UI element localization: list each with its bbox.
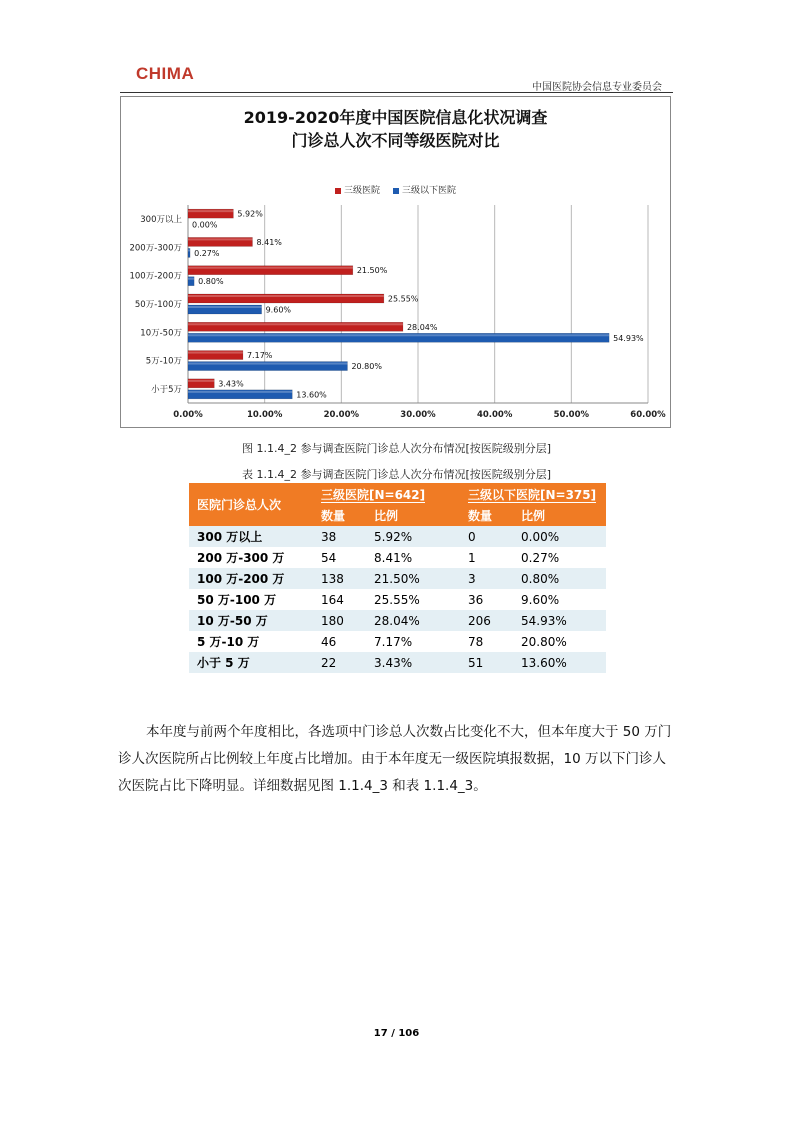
bar-highlight	[188, 323, 403, 325]
chima-logo: CHIMA	[136, 64, 195, 83]
bar-highlight	[188, 295, 384, 297]
table-cell-label: 5 万-10 万	[189, 631, 313, 652]
table-cell-label: 200 万-300 万	[189, 547, 313, 568]
table-cell-count-tier3: 38	[313, 526, 366, 547]
x-tick-label: 40.00%	[476, 410, 513, 420]
legend-label-tier3: 三级医院	[344, 186, 381, 196]
table-cell-count-tier3: 138	[313, 568, 366, 589]
table-cell-label: 50 万-100 万	[189, 589, 313, 610]
table-cell-ratio-tier3: 21.50%	[366, 568, 460, 589]
y-category-label: 300万以上	[140, 215, 182, 226]
bar-highlight	[188, 352, 243, 354]
table-group-below-tier3: 三级以下医院[N=375]	[460, 483, 606, 505]
table-cell-count-tier3: 54	[313, 547, 366, 568]
data-label: 0.00%	[192, 220, 218, 230]
table-row	[189, 631, 606, 652]
organization-name: 中国医院协会信息专业委员会	[532, 82, 662, 93]
bar-highlight	[188, 380, 214, 382]
table-cell-count-below: 1	[460, 547, 513, 568]
table-sub-count-1: 数量	[313, 505, 366, 526]
data-label: 0.80%	[198, 277, 224, 287]
table-row-header: 医院门诊总人次	[189, 483, 313, 526]
data-label: 3.43%	[218, 379, 244, 389]
chart-container	[120, 96, 671, 428]
table-cell-ratio-tier3: 28.04%	[366, 610, 460, 631]
table-cell-ratio-below: 0.80%	[513, 568, 606, 589]
table-cell-ratio-below: 0.27%	[513, 547, 606, 568]
bar-highlight	[188, 306, 262, 308]
table-cell-count-tier3: 22	[313, 652, 366, 673]
y-category-label: 100万-200万	[129, 271, 182, 282]
table-cell-ratio-tier3: 25.55%	[366, 589, 460, 610]
x-tick-label: 60.00%	[630, 410, 666, 420]
bar-highlight	[188, 267, 353, 269]
table-row	[189, 526, 606, 547]
bar-highlight	[188, 238, 252, 240]
table-cell-ratio-below: 13.60%	[513, 652, 606, 673]
data-label: 5.92%	[237, 209, 263, 219]
table-cell-label: 小于 5 万	[189, 652, 313, 673]
chart-title-line2: 门诊总人次不同等级医院对比	[291, 131, 500, 150]
table-cell-ratio-below: 0.00%	[513, 526, 606, 547]
x-tick-label: 30.00%	[400, 410, 436, 420]
data-label: 13.60%	[296, 390, 327, 400]
table-caption: 表 1.1.4_2 参与调查医院门诊总人次分布情况[按医院级别分层]	[241, 468, 552, 481]
bar-highlight	[188, 334, 609, 336]
table-cell-count-below: 206	[460, 610, 513, 631]
table-row	[189, 610, 606, 631]
table-cell-ratio-below: 54.93%	[513, 610, 606, 631]
y-category-label: 10万-50万	[140, 328, 182, 339]
chart-title-line1: 2019-2020年度中国医院信息化状况调查	[243, 108, 548, 127]
table-sub-ratio-1: 比例	[366, 505, 460, 526]
table-row	[189, 589, 606, 610]
paragraph-text: 本年度与前两个年度相比，各选项中门诊总人次数占比变化不大，但本年度大于 50 万门诊人次医院所占比例较上年度占比增加。由于本年度无一级医院填报数据，10 万以下门诊人次医院占比下降明显。详细数据见图 1.1.4_3 和表 1.1.4_3。	[118, 724, 672, 794]
data-label: 54.93%	[613, 333, 644, 343]
x-tick-label: 20.00%	[323, 410, 360, 420]
table-cell-ratio-below: 20.80%	[513, 631, 606, 652]
data-label: 20.80%	[351, 362, 382, 372]
data-label: 8.41%	[256, 237, 282, 247]
table-cell-count-below: 78	[460, 631, 513, 652]
table-sub-count-2: 数量	[460, 505, 513, 526]
bar-highlight	[188, 278, 194, 280]
bar-highlight	[188, 363, 347, 365]
table-cell-count-below: 0	[460, 526, 513, 547]
table-cell-count-tier3: 46	[313, 631, 366, 652]
x-tick-label: 0.00%	[173, 410, 203, 420]
table-cell-ratio-tier3: 3.43%	[366, 652, 460, 673]
body-paragraph	[118, 719, 678, 800]
table-cell-label: 300 万以上	[189, 526, 313, 547]
data-label: 25.55%	[387, 294, 419, 304]
table-cell-ratio-tier3: 5.92%	[366, 526, 460, 547]
bar-chart-svg	[121, 97, 672, 429]
data-label: 0.27%	[194, 248, 220, 258]
table-cell-count-tier3: 180	[313, 610, 366, 631]
y-category-label: 5万-10万	[145, 356, 182, 367]
table-cell-count-tier3: 164	[313, 589, 366, 610]
data-label: 7.17%	[246, 351, 273, 361]
page-number: 17 / 106	[373, 1028, 420, 1039]
figure-caption: 图 1.1.4_2 参与调查医院门诊总人次分布情况[按医院级别分层]	[241, 442, 552, 455]
table-row	[189, 652, 606, 673]
table-cell-label: 100 万-200 万	[189, 568, 313, 589]
table-cell-ratio-tier3: 7.17%	[366, 631, 460, 652]
x-tick-label: 50.00%	[553, 410, 590, 420]
header-divider	[120, 92, 673, 93]
bar-highlight	[188, 391, 292, 393]
data-label: 21.50%	[356, 266, 388, 276]
table-cell-ratio-tier3: 8.41%	[366, 547, 460, 568]
legend-label-below-tier3: 三级以下医院	[401, 186, 456, 196]
data-label: 9.60%	[265, 305, 292, 315]
table-cell-count-below: 51	[460, 652, 513, 673]
table-row	[189, 547, 606, 568]
table-row	[189, 568, 606, 589]
table-cell-count-below: 3	[460, 568, 513, 589]
distribution-table	[189, 483, 606, 673]
x-tick-label: 10.00%	[246, 410, 283, 420]
y-category-label: 50万-100万	[134, 300, 182, 310]
bar-highlight	[188, 249, 190, 251]
table-cell-ratio-below: 9.60%	[513, 589, 606, 610]
table-group-tier3: 三级医院[N=642]	[313, 483, 460, 505]
table-cell-count-below: 36	[460, 589, 513, 610]
data-label: 28.04%	[406, 322, 438, 332]
y-category-label: 小于5万	[151, 384, 182, 395]
bar-highlight	[188, 210, 233, 212]
y-category-label: 200万-300万	[129, 243, 182, 254]
table-cell-label: 10 万-50 万	[189, 610, 313, 631]
table-sub-ratio-2: 比例	[513, 505, 606, 526]
